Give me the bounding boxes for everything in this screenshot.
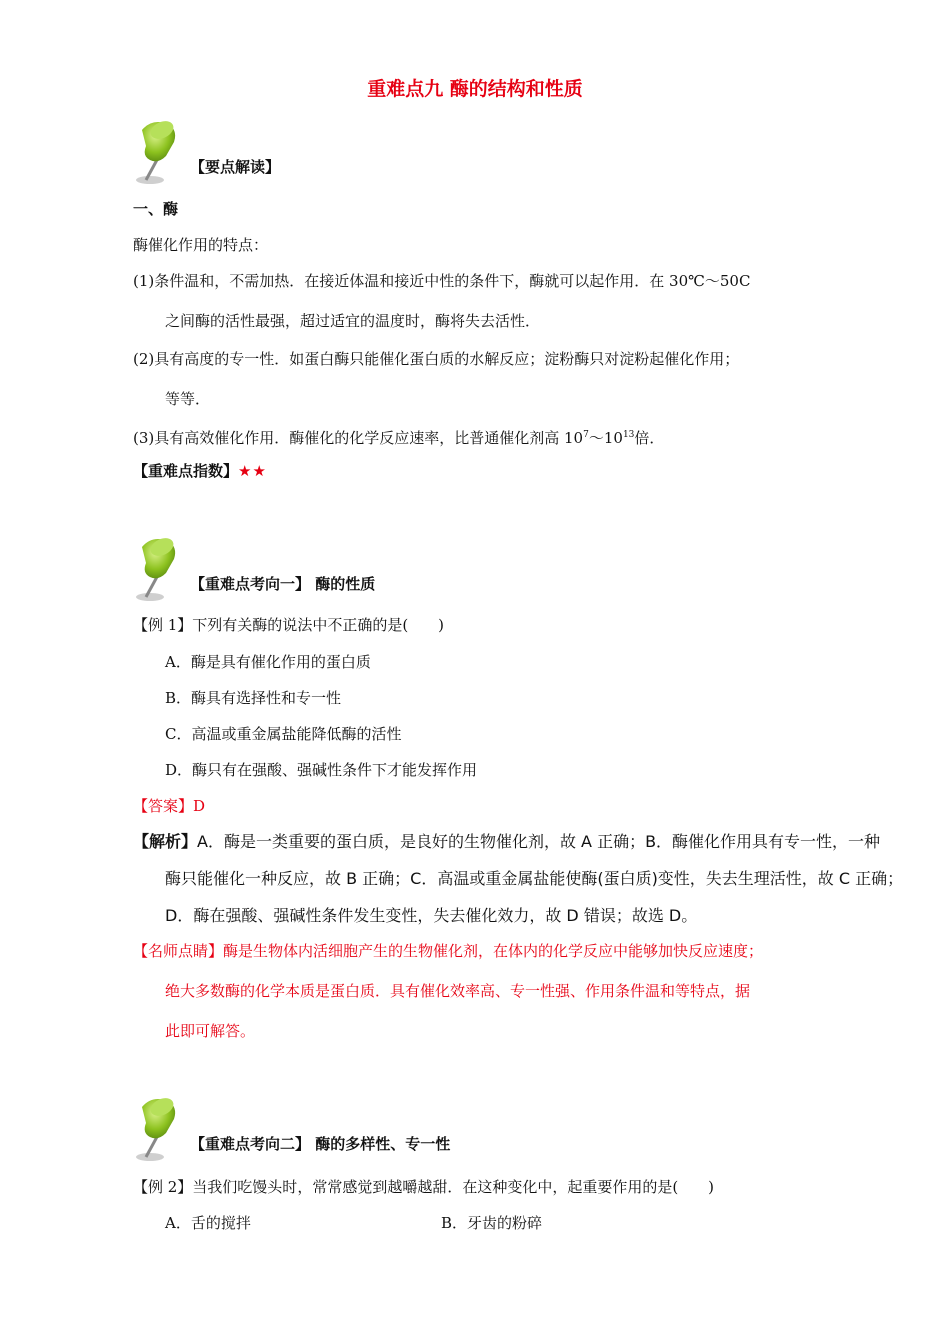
example-1-question: 【例 1】下列有关酶的说法中不正确的是( ) bbox=[133, 616, 445, 634]
example-2-question: 【例 2】当我们吃馒头时，常常感觉到越嚼越甜．在这种变化中，起重要作用的是( ) bbox=[133, 1178, 715, 1196]
analysis-text-1: A．酶是一类重要的蛋白质，是良好的生物催化剂，故 A 正确；B．酶催化作用具有专一性，一种 bbox=[197, 832, 881, 851]
analysis-line-2: 酶只能催化一种反应，故 B 正确；C．高温或重金属盐能使酶(蛋白质)变性，失去生理活性，故 C 正确； bbox=[165, 869, 904, 888]
difficulty-label: 【重难点指数】 bbox=[133, 462, 239, 480]
point-2-line-2: 等等． bbox=[165, 390, 211, 408]
point-3 bbox=[133, 425, 664, 448]
teacher-tip-text-1: 酶是生物体内活细胞产生的生物催化剂，在体内的化学反应中能够加快反应速度； bbox=[223, 942, 764, 960]
section-heading-direction-2: 【重难点考向二】 酶的多样性、专一性 bbox=[190, 1135, 451, 1153]
difficulty-index bbox=[133, 461, 267, 481]
teacher-tip-label: 【名师点睛】 bbox=[133, 942, 224, 960]
analysis-label: 【解析】 bbox=[133, 832, 198, 851]
example-2-option-b: B．牙齿的粉碎 bbox=[441, 1214, 543, 1232]
point-2-line-1: (2)具有高度的专一性．如蛋白酶只能催化蛋白质的水解反应；淀粉酶只对淀粉起催化作用； bbox=[133, 350, 740, 368]
point-1-line-2: 之间酶的活性最强，超过适宜的温度时，酶将失去活性． bbox=[165, 312, 541, 330]
page-title: 重难点九 酶的结构和性质 bbox=[367, 78, 583, 100]
option-b: B．酶具有选择性和专一性 bbox=[165, 689, 342, 707]
answer-value: D bbox=[193, 797, 206, 815]
point-1-line-1: (1)条件温和，不需加热．在接近体温和接近中性的条件下，酶就可以起作用．在 30℃～50C bbox=[133, 272, 751, 290]
pushpin-icon bbox=[128, 116, 188, 188]
answer-label: 【答案】 bbox=[133, 797, 194, 815]
exponent-7: 7 bbox=[583, 430, 589, 440]
difficulty-stars: ★★ bbox=[238, 462, 267, 480]
point-3-end: 倍． bbox=[634, 429, 665, 447]
point-3-mid: ～10 bbox=[588, 429, 623, 447]
option-d: D．酶只有在强酸、强碱性条件下才能发挥作用 bbox=[165, 761, 478, 779]
option-c: C．高温或重金属盐能降低酶的活性 bbox=[165, 725, 402, 743]
exponent-13: 13 bbox=[622, 430, 635, 440]
teacher-tip-line-3: 此即可解答。 bbox=[165, 1022, 256, 1040]
pushpin-icon bbox=[128, 533, 188, 605]
pushpin-icon bbox=[128, 1093, 188, 1165]
teacher-tip-line-1 bbox=[133, 941, 763, 961]
analysis-line-1 bbox=[133, 832, 880, 852]
section-heading-key-points: 【要点解读】 bbox=[190, 158, 281, 176]
option-a: A．酶是具有催化作用的蛋白质 bbox=[165, 653, 371, 671]
analysis-line-3: D．酶在强酸、强碱性条件发生变性，失去催化效力，故 D 错误；故选 D。 bbox=[165, 906, 698, 925]
sub-heading: 一、酶 bbox=[133, 200, 179, 218]
teacher-tip-line-2: 绝大多数酶的化学本质是蛋白质．具有催化效率高、专一性强、作用条件温和等特点，据 bbox=[165, 982, 751, 1000]
intro-text: 酶催化作用的特点： bbox=[133, 236, 269, 254]
answer bbox=[133, 796, 205, 816]
section-heading-direction-1: 【重难点考向一】 酶的性质 bbox=[190, 575, 376, 593]
point-3-text: (3)具有高效催化作用．酶催化的化学反应速率，比普通催化剂高 10 bbox=[133, 429, 584, 447]
example-2-option-a: A．舌的搅拌 bbox=[165, 1214, 251, 1232]
